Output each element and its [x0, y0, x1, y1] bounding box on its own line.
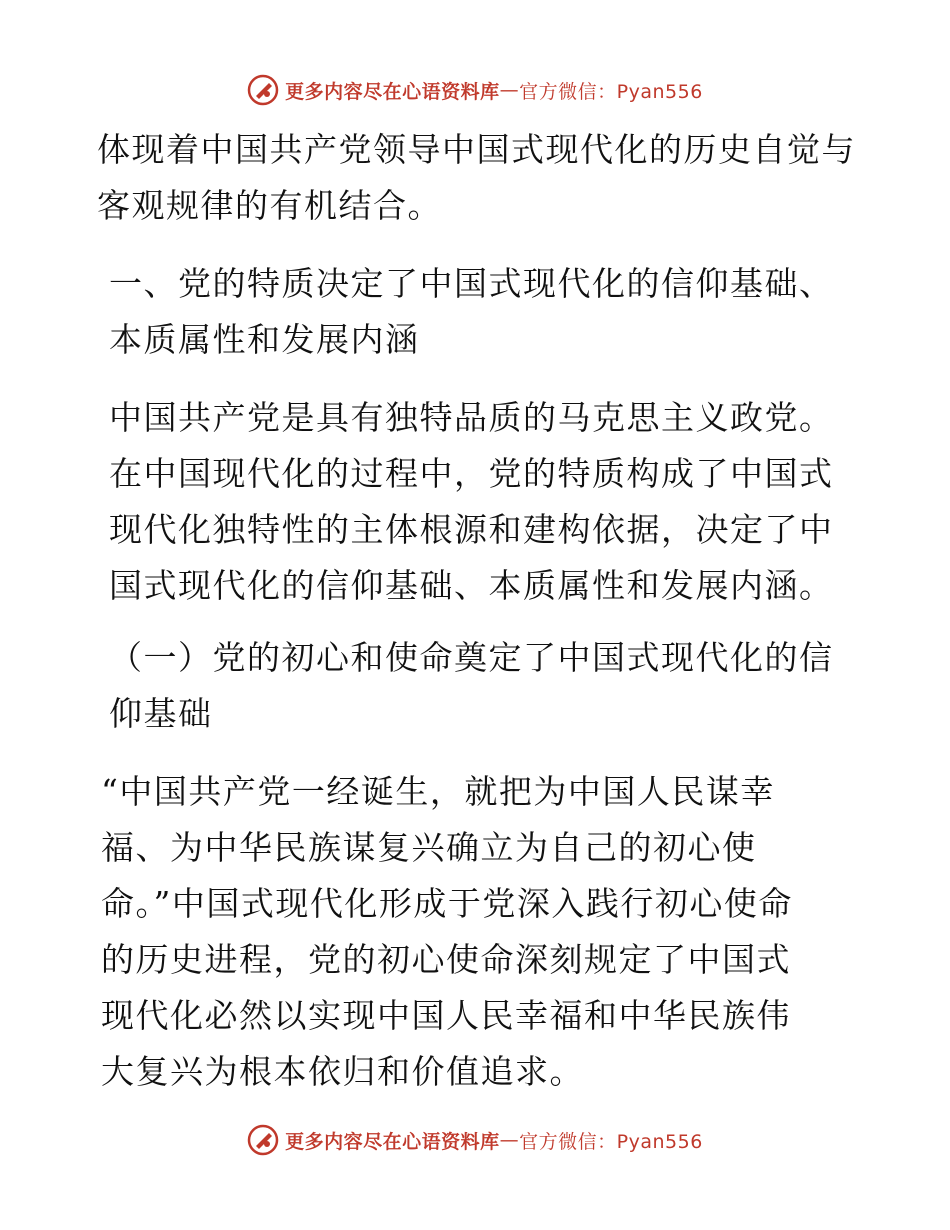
- header-watermark: [0, 70, 950, 110]
- quote-text: “中国共产党一经诞生，就把为中国人民谋幸福、为中华民族谋复兴确立为自己的初心使命。”: [101, 772, 775, 923]
- footer-watermark: [0, 1120, 950, 1160]
- watermark-title: 更多内容尽在心语资料库: [285, 1130, 500, 1153]
- logo-icon: [247, 74, 279, 106]
- watermark-dash: —: [499, 1129, 520, 1151]
- paragraph-mission-quote: [97, 764, 857, 1100]
- document-body: [97, 122, 857, 1100]
- subsection-heading-1: （一）党的初心和使命奠定了中国式现代化的信仰基础: [109, 638, 834, 733]
- watermark-title: 更多内容尽在心语资料库: [285, 80, 500, 103]
- paragraph-intro: 体现着中国共产党领导中国式现代化的历史自觉与客观规律的有机结合。: [97, 130, 856, 225]
- logo-icon: [247, 1124, 279, 1156]
- watermark-contact: 官方微信：Pyan556: [519, 1130, 703, 1153]
- paragraph-party-nature: 中国共产党是具有独特品质的马克思主义政党。在中国现代化的过程中，党的特质构成了中国式现代化独特性的主体根源和建构依据，决定了中国式现代化的信仰基础、本质属性和发展内涵。: [109, 398, 834, 605]
- paragraph-mission-text: 中国式现代化形成于党深入践行初心使命的历史进程，党的初心使命深刻规定了中国式现代化必然以实现中国人民幸福和中华民族伟大复兴为根本依归和价值追求。: [101, 884, 793, 1091]
- watermark-contact: 官方微信：Pyan556: [519, 80, 703, 103]
- watermark-dash: —: [499, 79, 520, 101]
- section-heading-1: 一、党的特质决定了中国式现代化的信仰基础、本质属性和发展内涵: [109, 264, 834, 359]
